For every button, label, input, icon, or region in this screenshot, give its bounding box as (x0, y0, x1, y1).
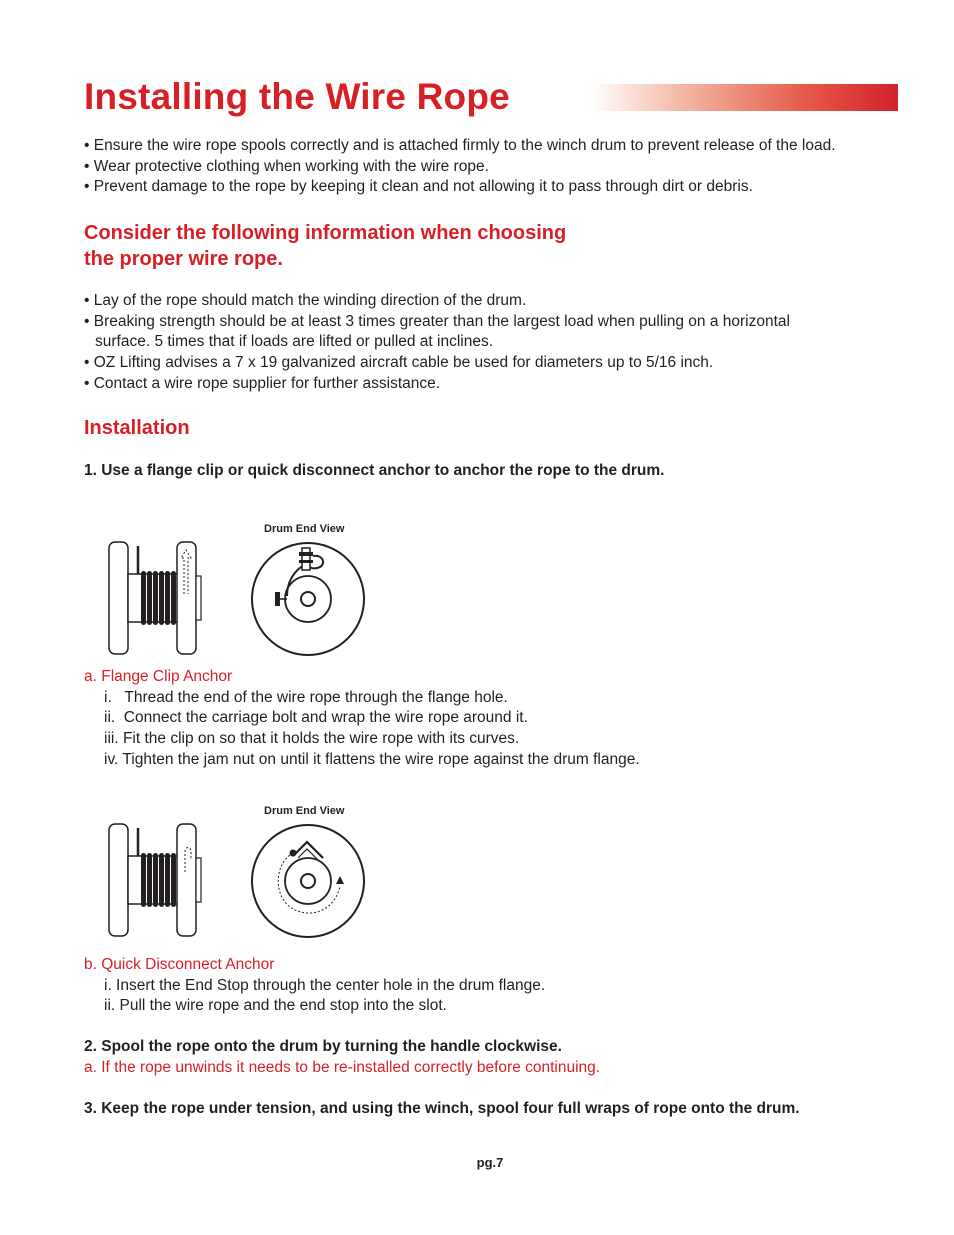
consider-heading-line: the proper wire rope. (84, 248, 283, 270)
title-gradient-bar (590, 84, 898, 111)
consider-heading-line: Consider the following information when choosing (84, 222, 567, 244)
intro-bullets (84, 136, 836, 198)
quick-disconnect-anchor-section (84, 955, 545, 1017)
intro-bullet: • Wear protective clothing when working with the wire rope. (84, 157, 489, 175)
drum-end-view-diagram-a (249, 540, 367, 658)
intro-bullet: • Prevent damage to the rope by keeping it clean and not allowing it to pass through dirt or debris. (84, 178, 753, 196)
step-3: 3. Keep the rope under tension, and using the winch, spool four full wraps of rope onto the drum. (84, 1100, 800, 1117)
drum-end-view-diagram-b (249, 822, 367, 940)
consider-bullet: • Contact a wire rope supplier for further assistance. (84, 374, 441, 392)
figure-a-caption: Drum End View (264, 523, 345, 535)
step-1: 1. Use a flange clip or quick disconnect anchor to anchor the rope to the drum. (84, 462, 665, 479)
quick-disconnect-heading: b. Quick Disconnect Anchor (84, 956, 275, 973)
intro-bullet: • Ensure the wire rope spools correctly and is attached firmly to the winch drum to prevent release of the load. (84, 137, 836, 154)
quick-disconnect-item: i. Insert the End Stop through the center hole in the drum flange. (104, 976, 546, 994)
flange-clip-item: iii. Fit the clip on so that it holds the wire rope with its curves. (104, 730, 520, 748)
consider-bullet: • Lay of the rope should match the winding direction of the drum. (84, 292, 527, 309)
page-title: Installing the Wire Rope (84, 76, 510, 117)
drum-side-view-diagram-a (105, 538, 205, 658)
flange-clip-item: ii. Connect the carriage bolt and wrap the wire rope around it. (104, 709, 528, 727)
flange-clip-anchor-section (84, 667, 640, 771)
consider-bullets (84, 291, 790, 395)
figure-b-caption: Drum End View (264, 805, 345, 817)
drum-side-view-diagram-b (105, 820, 205, 940)
flange-clip-item: i. Thread the end of the wire rope through the flange hole. (104, 688, 508, 706)
installation-heading: Installation (84, 417, 190, 439)
flange-clip-heading: a. Flange Clip Anchor (84, 668, 233, 685)
page-number: pg.7 (476, 1155, 504, 1170)
flange-clip-item: iv. Tighten the jam nut on until it flattens the wire rope against the drum flange. (104, 750, 640, 768)
consider-bullet: • OZ Lifting advises a 7 x 19 galvanized aircraft cable be used for diameters up to 5/16 inch. (84, 354, 714, 372)
consider-bullet: • Breaking strength should be at least 3 times greater than the largest load when pulling on a horizontal (84, 312, 790, 330)
step-2: 2. Spool the rope onto the drum by turning the handle clockwise. (84, 1038, 562, 1055)
step-2-note: a. If the rope unwinds it needs to be re-installed correctly before continuing. (84, 1059, 601, 1076)
consider-heading (84, 220, 566, 272)
quick-disconnect-item: ii. Pull the wire rope and the end stop into the slot. (104, 997, 447, 1015)
consider-bullet-continuation: surface. 5 times that if loads are lifted or pulled at inclines. (95, 333, 494, 351)
